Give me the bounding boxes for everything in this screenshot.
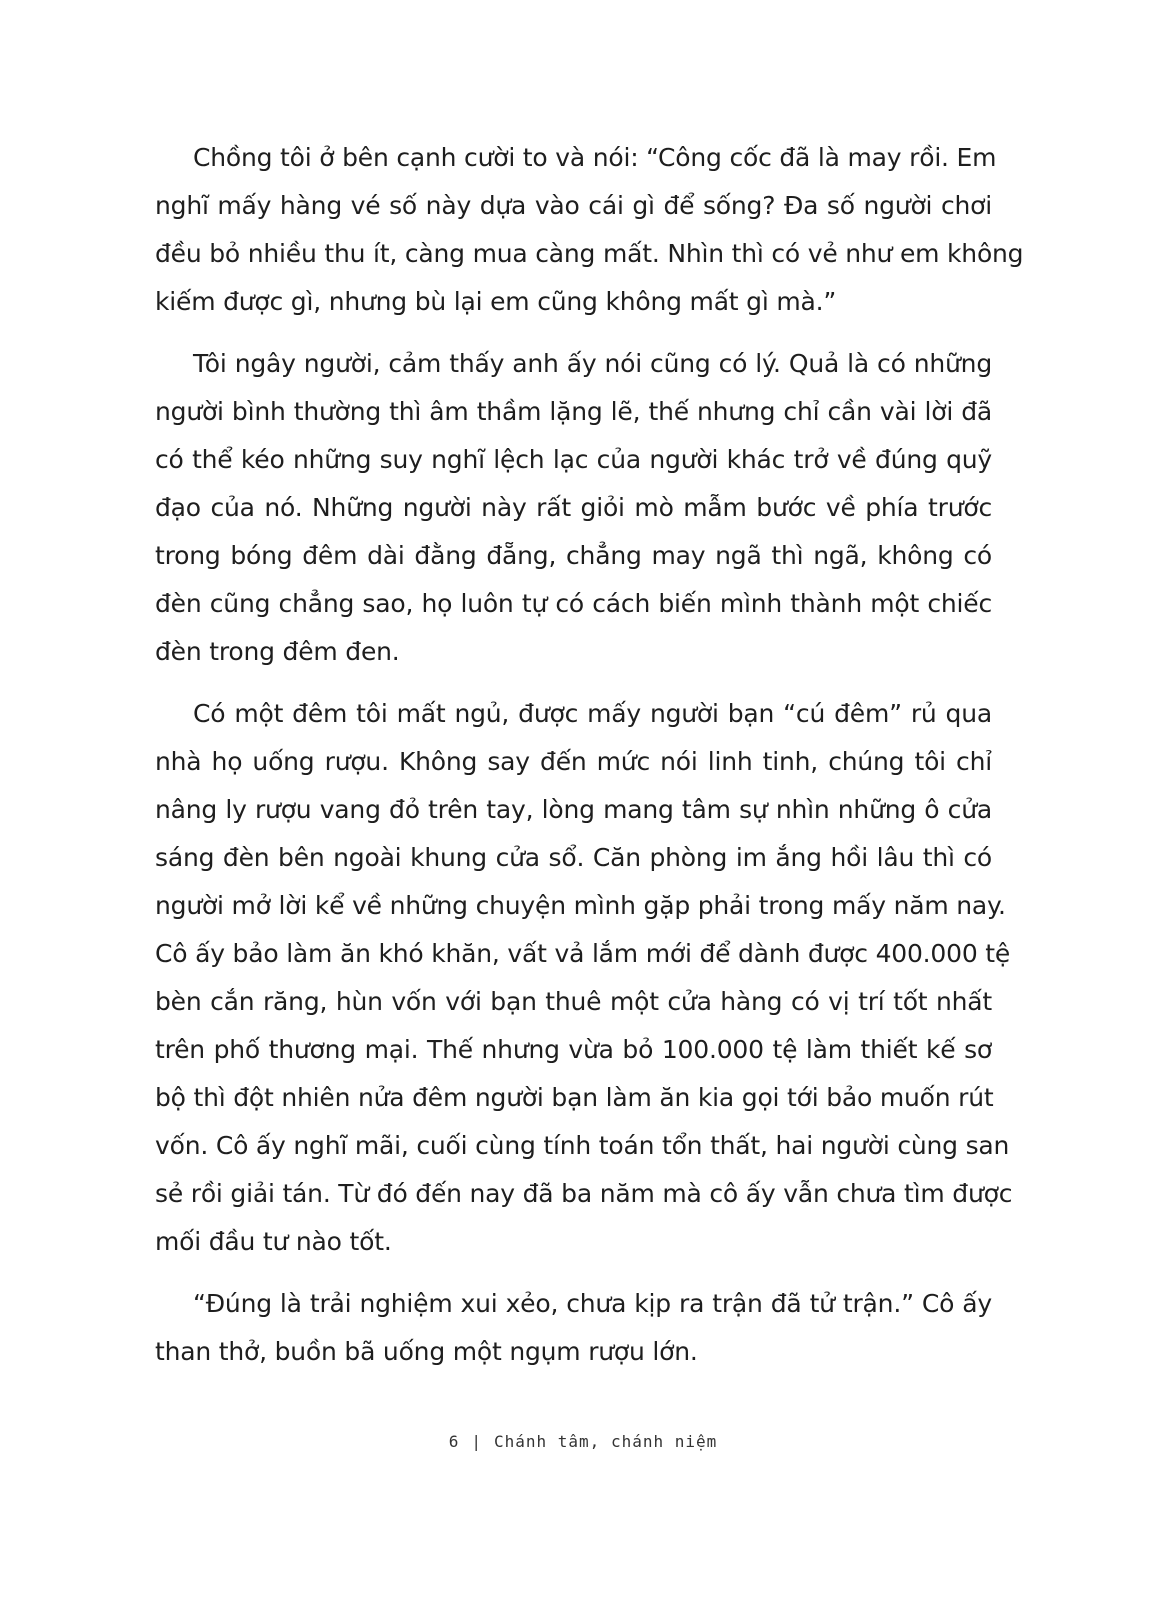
text-line: đèn trong đêm đen.: [155, 637, 400, 666]
text-line: có thể kéo những suy nghĩ lệch lạc của người khác trở về đúng quỹ: [155, 445, 992, 474]
text-line: bèn cắn răng, hùn vốn với bạn thuê một cửa hàng có vị trí tốt nhất: [155, 987, 992, 1016]
paragraph: [155, 138, 1024, 330]
text-line: nghĩ mấy hàng vé số này dựa vào cái gì để sống? Đa số người chơi: [155, 191, 992, 220]
page-footer: [0, 1432, 1166, 1451]
book-title: Chánh tâm, chánh niệm: [493, 1432, 718, 1451]
text-line: nâng ly rượu vang đỏ trên tay, lòng mang tâm sự nhìn những ô cửa: [155, 795, 992, 824]
text-line: vốn. Cô ấy nghĩ mãi, cuối cùng tính toán tổn thất, hai người cùng san: [155, 1131, 1010, 1160]
text-line: trong bóng đêm dài đằng đẵng, chẳng may ngã thì ngã, không có: [155, 541, 992, 570]
text-line: sẻ rồi giải tán. Từ đó đến nay đã ba năm mà cô ấy vẫn chưa tìm được: [155, 1179, 1013, 1208]
text-line: Có một đêm tôi mất ngủ, được mấy người bạn “cú đêm” rủ qua: [193, 699, 992, 728]
text-line: đèn cũng chẳng sao, họ luôn tự có cách biến mình thành một chiếc: [155, 589, 992, 618]
paragraph: [155, 1284, 992, 1380]
text-line: mối đầu tư nào tốt.: [155, 1227, 392, 1256]
footer-separator: |: [471, 1432, 482, 1451]
text-line: đều bỏ nhiều thu ít, càng mua càng mất. Nhìn thì có vẻ như em không: [155, 239, 1024, 268]
text-line: than thở, buồn bã uống một ngụm rượu lớn.: [155, 1337, 698, 1366]
text-line: người mở lời kể về những chuyện mình gặp phải trong mấy năm nay.: [155, 891, 1006, 920]
text-line: “Đúng là trải nghiệm xui xẻo, chưa kịp ra trận đã tử trận.” Cô ấy: [193, 1289, 992, 1318]
page-number: 6: [448, 1432, 460, 1451]
text-line: Tôi ngây người, cảm thấy anh ấy nói cũng có lý. Quả là có những: [193, 349, 992, 378]
text-line: đạo của nó. Những người này rất giỏi mò mẫm bước về phía trước: [155, 493, 992, 522]
page-body: [155, 138, 1024, 1394]
text-line: bộ thì đột nhiên nửa đêm người bạn làm ăn kia gọi tới bảo muốn rút: [155, 1083, 994, 1112]
text-line: kiếm được gì, nhưng bù lại em cũng không mất gì mà.”: [155, 287, 837, 316]
paragraph: [155, 694, 1013, 1270]
text-line: người bình thường thì âm thầm lặng lẽ, thế nhưng chỉ cần vài lời đã: [155, 397, 992, 426]
text-line: nhà họ uống rượu. Không say đến mức nói linh tinh, chúng tôi chỉ: [155, 747, 992, 776]
text-line: Cô ấy bảo làm ăn khó khăn, vất vả lắm mới để dành được 400.000 tệ: [155, 939, 1011, 968]
text-line: Chồng tôi ở bên cạnh cười to và nói: “Công cốc đã là may rồi. Em: [193, 143, 997, 172]
paragraph: [155, 344, 992, 680]
text-line: trên phố thương mại. Thế nhưng vừa bỏ 100.000 tệ làm thiết kế sơ: [155, 1035, 992, 1064]
text-line: sáng đèn bên ngoài khung cửa sổ. Căn phòng im ắng hồi lâu thì có: [155, 843, 992, 872]
